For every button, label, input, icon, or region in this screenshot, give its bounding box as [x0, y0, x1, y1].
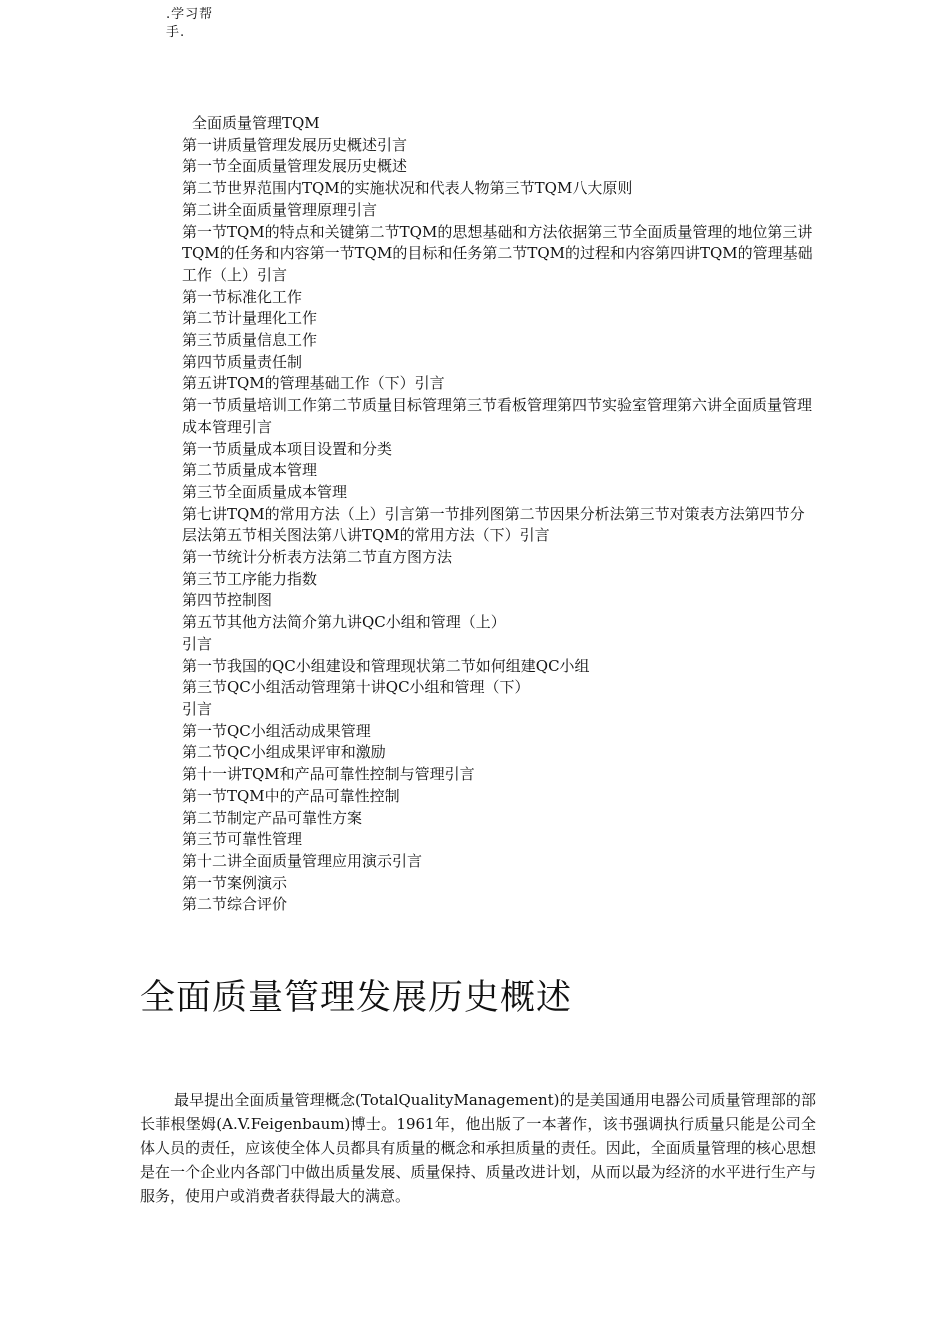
toc-line: 第二节质量成本管理	[182, 461, 318, 480]
toc-line: 第七讲TQM的常用方法（上）引言第一节排列图第二节因果分析法第三节对策表方法第四节分层法第五节相关图法第八讲TQM的常用方法（下）引言	[182, 504, 805, 545]
toc-line: 第三节质量信息工作	[182, 331, 318, 350]
toc-line: 第一节我国的QC小组建设和管理现状第二节如何组建QC小组	[182, 656, 590, 675]
toc-line: 第一节全面质量管理发展历史概述	[182, 157, 408, 176]
toc-line: 第一节质量成本项目设置和分类	[182, 439, 393, 458]
toc-line: 第二节世界范围内TQM的实施状况和代表人物第三节TQM八大原则	[182, 179, 633, 198]
toc-line: 第三节QC小组活动管理第十讲QC小组和管理（下）	[182, 678, 530, 697]
toc-line: 第五讲TQM的管理基础工作（下）引言	[182, 374, 445, 393]
toc-line: 第五节其他方法简介第九讲QC小组和管理（上）	[182, 613, 506, 632]
toc-line: 第三节全面质量成本管理	[182, 482, 348, 501]
toc-line: 第四节质量责任制	[182, 352, 303, 371]
toc-line: 第一节QC小组活动成果管理	[182, 721, 371, 740]
toc-title: 全面质量管理TQM	[192, 114, 320, 132]
toc-line: 第一节TQM的特点和关键第二节TQM的思想基础和方法依据第三节全面质量管理的地位第三讲TQM的任务和内容第一节TQM的目标和任务第二节TQM的过程和内容第四讲TQM的管理基础工作（上）引言	[182, 222, 813, 284]
toc-line: 第一节案例演示	[182, 873, 288, 892]
toc-line: 引言	[182, 634, 213, 653]
toc-line: 第二节综合评价	[182, 895, 288, 914]
toc-line: 第二讲全面质量管理原理引言	[182, 200, 378, 219]
chapter-title: 全面质量管理发展历史概述	[140, 978, 573, 1018]
toc-line: 第四节控制图	[182, 591, 273, 610]
toc-line: 第一节标准化工作	[182, 287, 303, 306]
toc-line: 第一节质量培训工作第二节质量目标管理第三节看板管理第四节实验室管理第六讲全面质量管理成本管理引言	[182, 396, 813, 436]
toc-line: 第十二讲全面质量管理应用演示引言	[182, 851, 423, 870]
toc-line: 第一节TQM中的产品可靠性控制	[182, 786, 400, 805]
toc-line: 第三节可靠性管理	[182, 830, 303, 849]
toc-line: 第三节工序能力指数	[182, 569, 318, 588]
toc-line: 引言	[182, 699, 213, 718]
toc-line: 第二节计量理化工作	[182, 309, 318, 328]
toc-line: 第一讲质量管理发展历史概述引言	[182, 135, 408, 154]
toc-line: 第十一讲TQM和产品可靠性控制与管理引言	[182, 765, 475, 784]
body-paragraph: 最早提出全面质量管理概念(TotalQualityManagement)的是美国通用电器公司质量管理部的部长菲根堡姆(A.V.Feigenbaum)博士。1961年，他出版了一本著作，该书强调执行质量只能是公司全体人员的责任，应该使全体人员都具有质量的概念和承担质量的责任。因此，全面质量管理的核心思想是在一个企业内各部门中做出质量发展、质量保持、质量改进计划，从而以最为经济的水平进行生产与服务，使用户或消费者获得最大的满意。	[140, 1091, 816, 1205]
table-of-contents	[182, 113, 818, 916]
header-note: .学习帮手.	[166, 7, 214, 40]
toc-line: 第一节统计分析表方法第二节直方图方法	[182, 548, 453, 567]
toc-line: 第二节制定产品可靠性方案	[182, 808, 363, 827]
toc-line: 第二节QC小组成果评审和激励	[182, 743, 386, 762]
